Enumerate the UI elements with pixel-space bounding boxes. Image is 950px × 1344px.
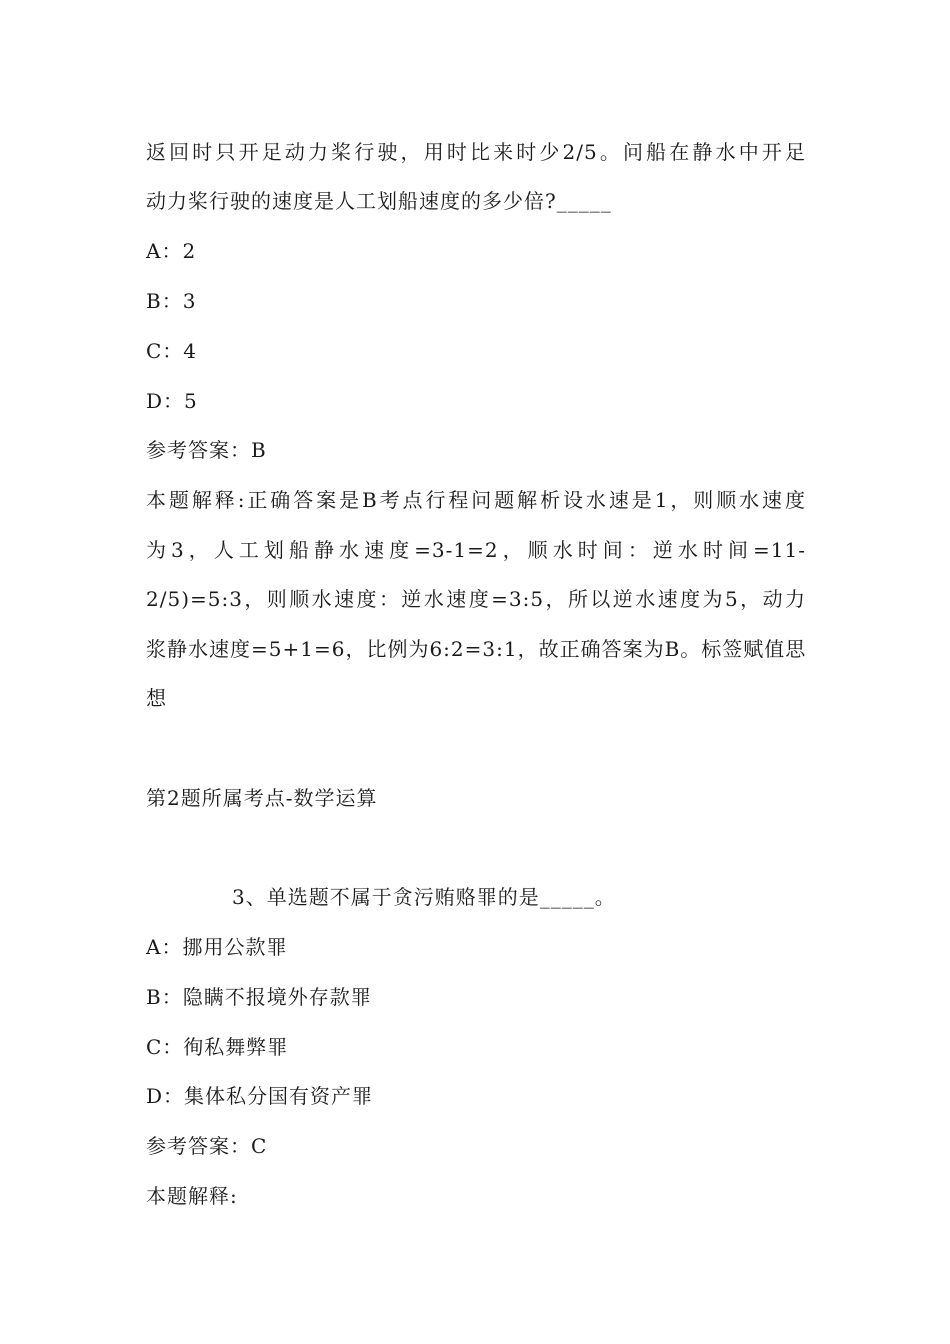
q2-stem-line-2: 动力桨行驶的速度是人工划船速度的多少倍?_____ — [146, 189, 612, 213]
q2-stem-line-1: 返回时只开足动力桨行驶，用时比来时少2/5。问船在静水中开足 — [146, 140, 806, 164]
q2-option-d: D：5 — [146, 389, 198, 413]
q2-explanation-line-1: 本题解释:正确答案是B考点行程问题解析设水速是1，则顺水速度 — [146, 488, 806, 512]
q2-answer: 参考答案：B — [146, 438, 267, 462]
q3-answer: 参考答案：C — [146, 1134, 268, 1158]
q3-stem: 3、单选题不属于贪污贿赂罪的是_____。 — [232, 885, 616, 909]
q2-explanation-line-2: 为3，人工划船静水速度=3-1=2，顺水时间：逆水时间=11- — [146, 538, 806, 562]
q2-option-a: A：2 — [146, 239, 197, 263]
q2-explanation-line-3: 2/5)=5:3，则顺水速度：逆水速度=3:5，所以逆水速度为5，动力 — [146, 587, 806, 611]
q2-topic: 第2题所属考点-数学运算 — [146, 786, 378, 810]
q2-option-c: C：4 — [146, 339, 198, 363]
q3-option-d: D：集体私分国有资产罪 — [146, 1084, 374, 1108]
q2-explanation-line-5: 想 — [146, 686, 167, 710]
q3-option-b: B：隐瞒不报境外存款罪 — [146, 985, 372, 1009]
q2-option-b: B：3 — [146, 289, 197, 313]
q3-explanation-label: 本题解释: — [146, 1184, 238, 1208]
q3-option-c: C：徇私舞弊罪 — [146, 1035, 289, 1059]
q2-explanation-line-4: 浆静水速度=5+1=6，比例为6:2=3:1，故正确答案为B。标签赋值思 — [146, 637, 807, 661]
q3-option-a: A：挪用公款罪 — [146, 935, 288, 959]
